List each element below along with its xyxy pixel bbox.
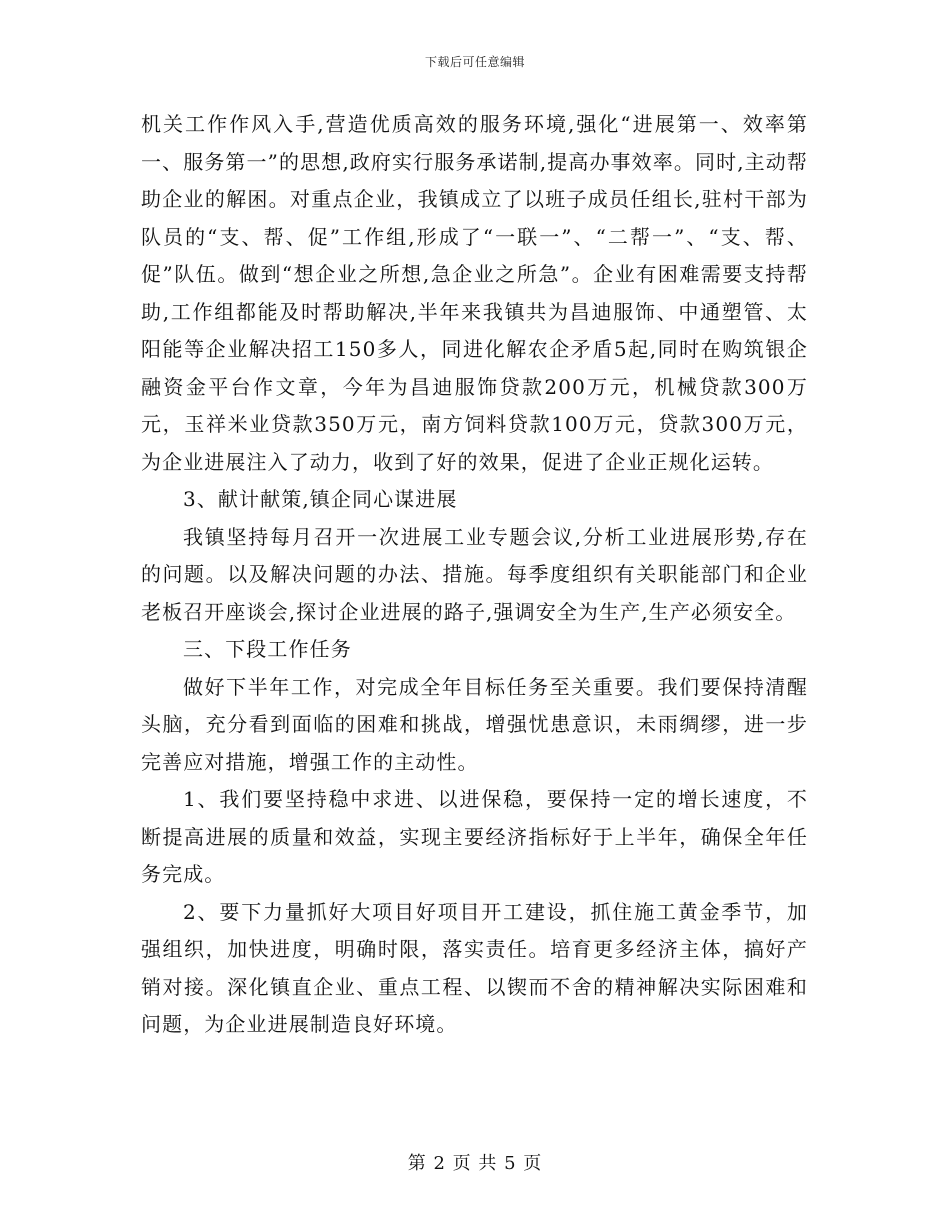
section-heading-3: 3、献计献策,镇企同心谋进展 bbox=[183, 487, 458, 511]
paragraph-monthly-meeting: 我镇坚持每月召开一次进展工业专题会议,分析工业进展形势,存在的问题。以及解决问题的办法、措施。每季度组织有关职能部门和企业老板召开座谈会,探讨企业进展的路子,强调安全为生产,生产必须安全。 bbox=[141, 524, 808, 624]
page-number-footer: 第 2 页 共 5 页 bbox=[407, 1153, 543, 1174]
paragraph-second-half-work: 做好下半年工作，对完成全年目标任务至关重要。我们要保持清醒头脑，充分看到面临的困难和挑战，增强忧患意识，未雨绸缪，进一步完善应对措施，增强工作的主动性。 bbox=[141, 674, 808, 774]
page-header: 下载后可任意编辑 bbox=[424, 55, 525, 69]
paragraph-service-environment: 机关工作作风入手,营造优质高效的服务环境,强化“进展第一、效率第一、服务第一”的思想,政府实行服务承诺制,提高办事效率。同时,主动帮助企业的解困。对重点企业，我镇成立了以班子成员任组长,驻村干部为队员的“支、帮、促”工作组,形成了“一联一”、“二帮一”、“支、帮、促”队伍。做到“想企业之所想,急企业之所急”。企业有困难需要支持帮助,工作组都能及时帮助解决,半年来我镇共为昌迪服饰、中通塑管、太阳能等企业解决招工150多人，同进化解农企矛盾5起,同时在购筑银企融资金平台作文章，今年为昌迪服饰贷款200万元，机械贷款300万元，玉祥米业贷款350万元，南方饲料贷款100万元，贷款300万元，为企业进展注入了动力，收到了好的效果，促进了企业正规化运转。 bbox=[141, 112, 808, 474]
section-heading-next-tasks: 三、下段工作任务 bbox=[183, 637, 352, 661]
paragraph-task-2: 2、要下力量抓好大项目好项目开工建设，抓住施工黄金季节，加强组织，加快进度，明确时限，落实责任。培育更多经济主体，搞好产销对接。深化镇直企业、重点工程、以锲而不舍的精神解决实际困难和问题，为企业进展制造良好环境。 bbox=[141, 899, 808, 1036]
document-body bbox=[141, 106, 808, 1044]
paragraph-task-1: 1、我们要坚持稳中求进、以进保稳，要保持一定的增长速度，不断提高进展的质量和效益，实现主要经济指标好于上半年，确保全年任务完成。 bbox=[141, 787, 808, 886]
